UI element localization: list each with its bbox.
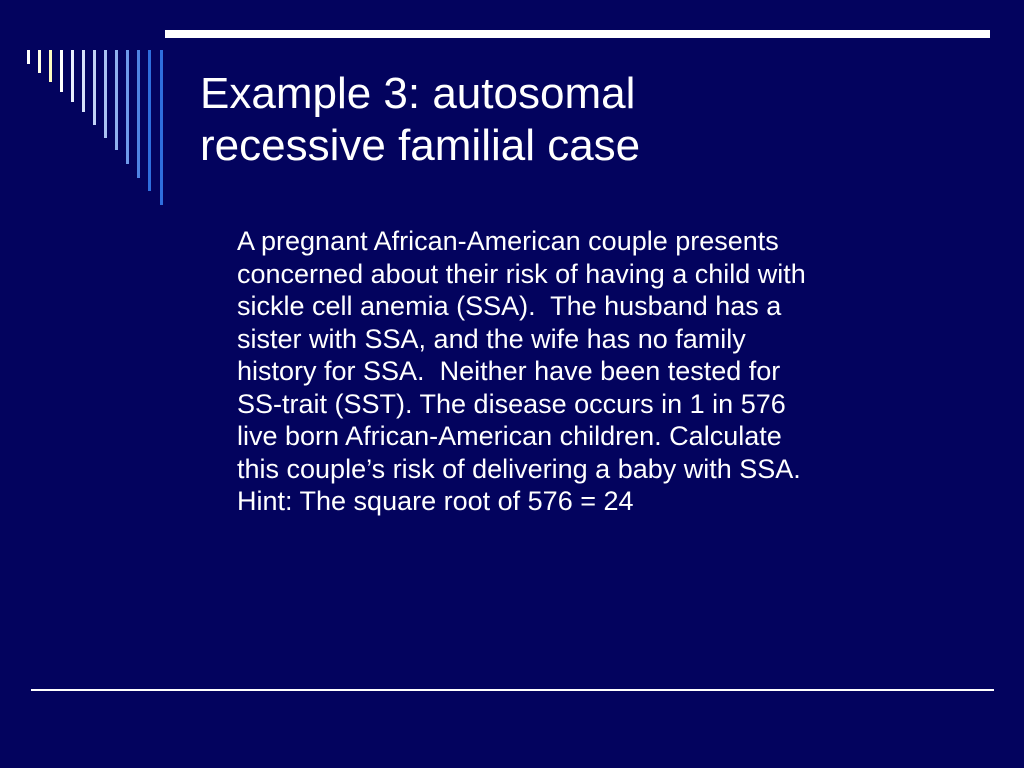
body-line: Hint: The square root of 576 = 24 xyxy=(237,486,634,516)
body-line: SS-trait (SST). The disease occurs in 1 in 576 xyxy=(237,388,786,419)
body-line: this couple’s risk of delivering a baby with SSA. xyxy=(237,453,801,484)
accent-stripe xyxy=(49,50,52,82)
accent-stripe xyxy=(160,50,163,205)
accent-stripe xyxy=(137,50,140,178)
body-line: history for SSA. Neither have been tested for xyxy=(237,356,781,386)
title-line: recessive familial case xyxy=(200,121,641,170)
accent-stripe xyxy=(82,50,85,112)
accent-stripe xyxy=(71,50,74,102)
accent-stripe xyxy=(60,50,63,92)
slide-title xyxy=(200,68,640,172)
accent-stripe xyxy=(126,50,129,164)
accent-stripe xyxy=(148,50,151,191)
body-line: sister with SSA, and the wife has no family xyxy=(237,323,746,354)
accent-stripe xyxy=(38,50,41,73)
accent-stripe xyxy=(115,50,118,150)
accent-stripe xyxy=(27,50,30,64)
top-rule xyxy=(165,30,990,38)
bottom-rule xyxy=(31,689,994,691)
body-line: A pregnant African-American couple presents xyxy=(237,226,779,256)
body-text xyxy=(237,225,806,518)
body-line: sickle cell anemia (SSA). The husband has a xyxy=(237,291,782,321)
body-line: concerned about their risk of having a child with xyxy=(237,258,806,289)
title-line: Example 3: autosomal xyxy=(200,69,636,118)
accent-stripe xyxy=(93,50,96,125)
body-line: live born African-American children. Calculate xyxy=(237,421,782,451)
accent-stripe xyxy=(104,50,107,138)
